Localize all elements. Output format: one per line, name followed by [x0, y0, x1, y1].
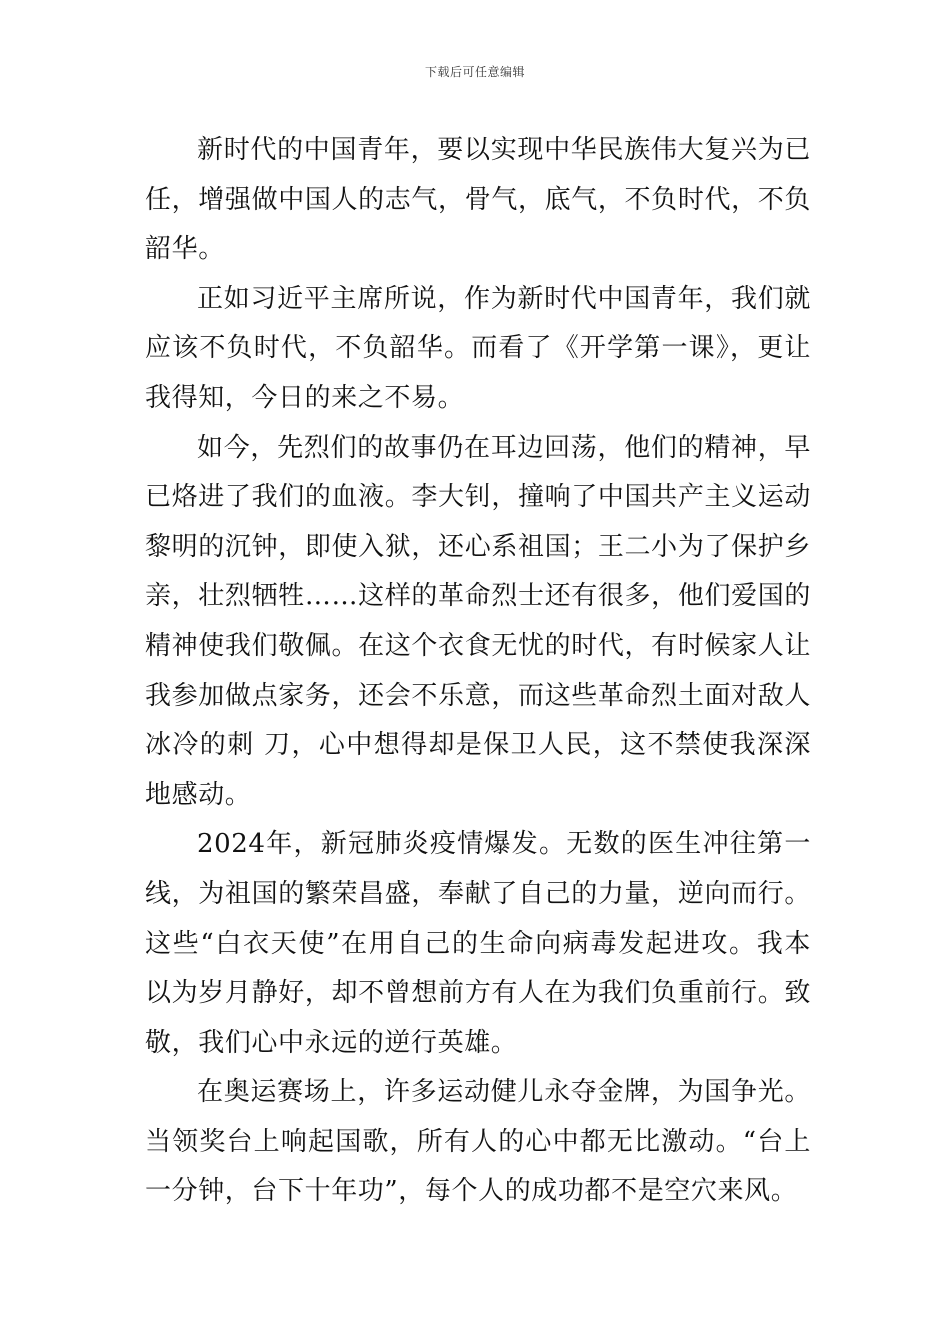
paragraph-4: 2024年，新冠肺炎疫情爆发。无数的医生冲往第一线，为祖国的繁荣昌盛，奉献了自己的力量，逆向而行。这些“白衣天使”在用自己的生命向病毒发起进攻。我本以为岁月静好，却不曾想前方有人在为我们负重前行。致敬，我们心中永远的逆行英雄。 — [145, 829, 811, 1058]
paragraph-2: 正如习近平主席所说，作为新时代中国青年，我们就应该不负时代，不负韶华。而看了《开学第一课》，更让我得知，今日的来之不易。 — [145, 283, 811, 413]
paragraph-3: 如今，先烈们的故事仍在耳边回荡，他们的精神，早已烙进了我们的血液。李大钊，撞响了中国共产主义运动黎明的沉钟，即使入狱，还心系祖国；王二小为了保护乡亲，壮烈牺牲……这样的革命烈士还有很多，他们爱国的精神使我们敬佩。在这个衣食无忧的时代，有时候家人让我参加做点家务，还会不乐意，而这些革命烈土面对敌人冰冷的刺 刀，心中想得却是保卫人民，这不禁使我深深地感动。 — [145, 432, 811, 810]
document-body — [145, 126, 811, 1217]
page-header-note: 下载后可任意编辑 — [424, 65, 525, 79]
paragraph-1: 新时代的中国青年，要以实现中华民族伟大复兴为已任，增强做中国人的志气，骨气，底气，不负时代，不负韶华。 — [145, 135, 811, 265]
paragraph-5: 在奥运赛场上，许多运动健儿永夺金牌，为国争光。当领奖台上响起国歌，所有人的心中都无比激动。“台上一分钟，台下十年功”，每个人的成功都不是空穴来风。 — [145, 1077, 811, 1207]
